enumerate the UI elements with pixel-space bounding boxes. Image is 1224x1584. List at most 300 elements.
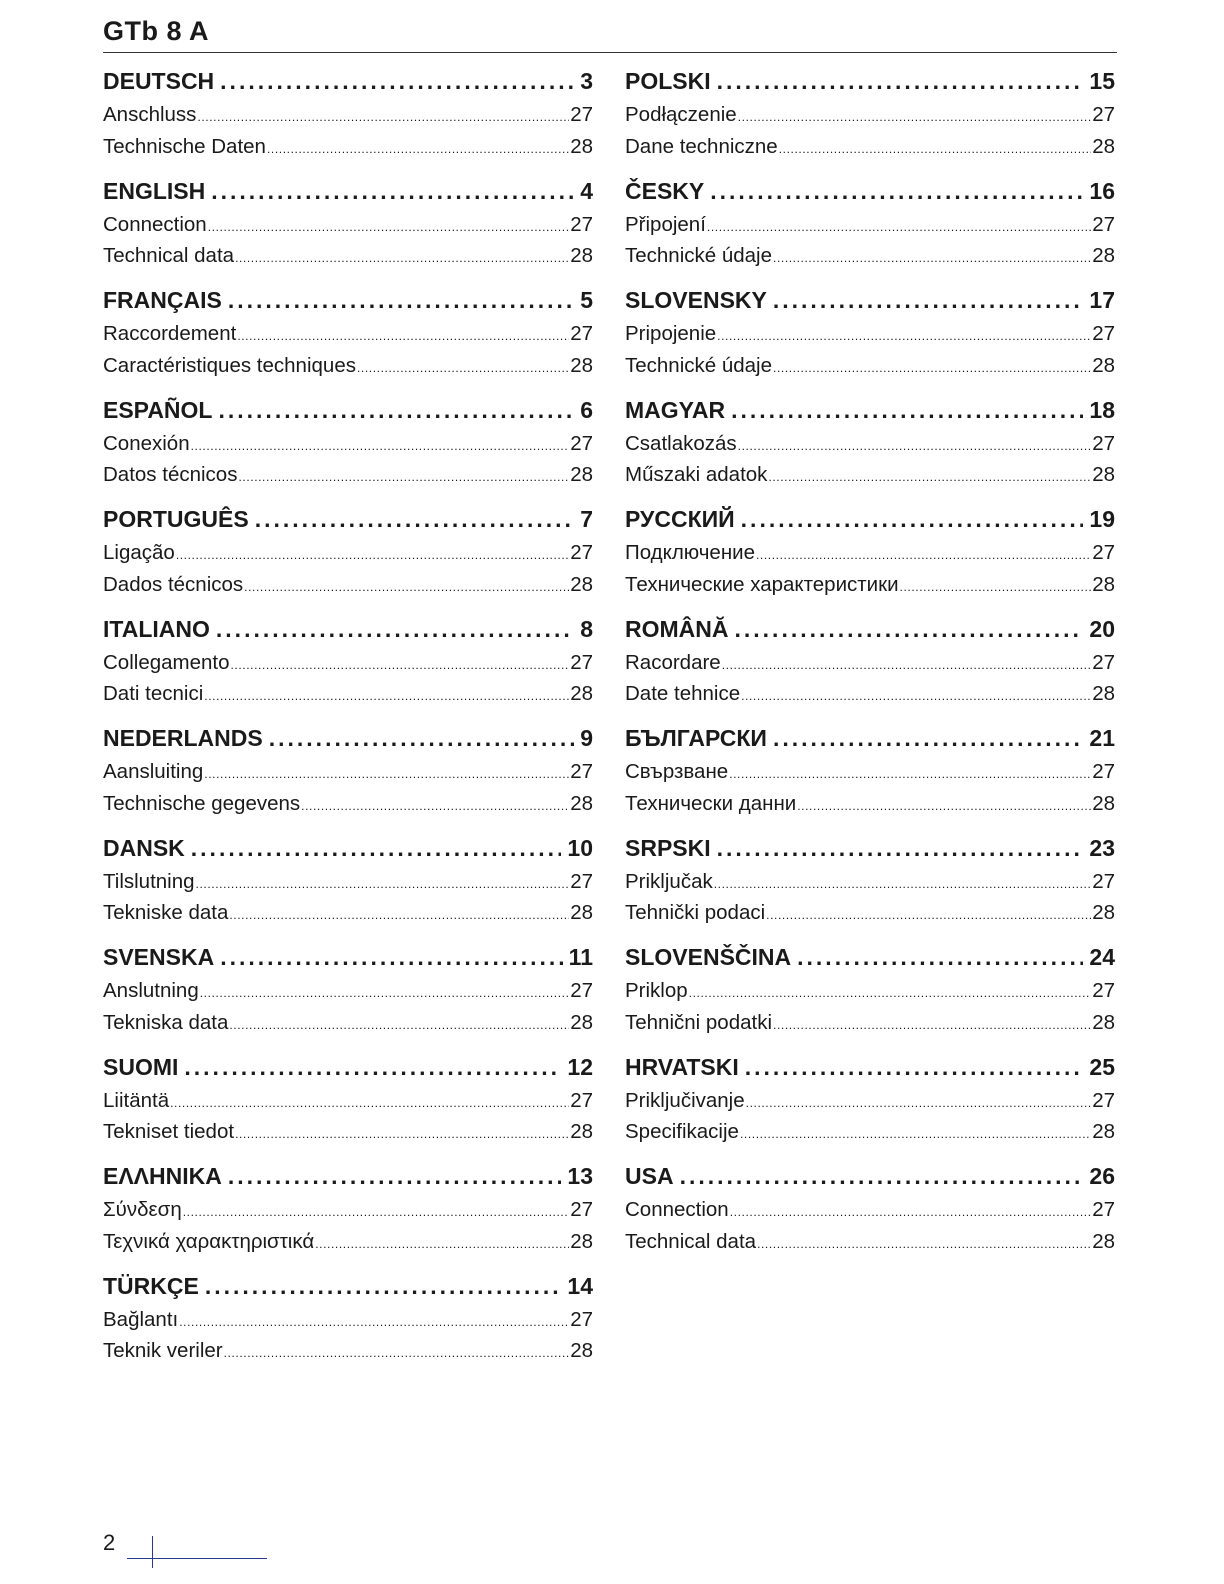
- toc-entry[interactable]: [103, 1198, 593, 1230]
- dot-leader: [745, 1054, 1084, 1081]
- toc-heading-label: DEUTSCH: [103, 68, 215, 94]
- dot-leader: [740, 1120, 1091, 1144]
- toc-entry-page-number: 28: [1092, 134, 1115, 158]
- toc-heading-label: MAGYAR: [625, 396, 726, 423]
- footer-rule: [127, 1558, 267, 1559]
- toc-entry[interactable]: [103, 322, 593, 354]
- toc-entry-page-number: 28: [1092, 244, 1115, 267]
- toc-entry[interactable]: [103, 1339, 593, 1371]
- toc-heading-label: ITALIANO: [103, 615, 210, 642]
- toc-section: [625, 944, 1115, 1054]
- toc-entry-page-number: 28: [1092, 353, 1115, 377]
- toc-entry-label: Caractéristiques techniques: [103, 353, 356, 377]
- dot-leader: [204, 682, 569, 706]
- toc-heading[interactable]: [103, 835, 593, 870]
- dot-leader: [229, 1011, 569, 1035]
- toc-entry-label: Tehnički podaci: [625, 901, 766, 924]
- toc-entry-label: Dados técnicos: [103, 572, 244, 596]
- dot-leader: [197, 103, 569, 127]
- toc-entry-page-number: 28: [570, 1229, 593, 1253]
- toc-heading-label: ROMÂNĂ: [625, 615, 729, 642]
- toc-heading-label: SLOVENSKY: [625, 287, 767, 313]
- toc-section: [103, 287, 593, 397]
- toc-entry[interactable]: [625, 870, 1115, 902]
- dot-leader: [773, 287, 1084, 314]
- dot-leader: [315, 1230, 569, 1254]
- dot-leader: [231, 651, 570, 675]
- dot-leader: [731, 397, 1083, 424]
- toc-heading-label: SVENSKA: [103, 944, 215, 970]
- toc-heading[interactable]: [103, 616, 593, 651]
- toc-entry-page-number: 28: [1092, 1120, 1115, 1143]
- toc-entry-label: Технически данни: [625, 791, 797, 815]
- dot-leader: [741, 506, 1084, 533]
- toc-entry[interactable]: [625, 135, 1115, 167]
- dot-leader: [741, 682, 1091, 706]
- toc-heading-page-number: 7: [580, 506, 593, 532]
- toc-heading[interactable]: [625, 616, 1115, 651]
- dot-leader: [220, 68, 574, 95]
- toc-heading-page-number: 5: [580, 287, 593, 313]
- toc-heading-page-number: 20: [1089, 615, 1115, 642]
- toc-entry-label: Technické údaje: [625, 244, 773, 267]
- toc-entry-page-number: 28: [570, 244, 593, 267]
- toc-section: [103, 835, 593, 945]
- dot-leader: [235, 1120, 569, 1144]
- toc-entry-page-number: 27: [1092, 541, 1115, 564]
- toc-heading-label: SLOVENŠČINA: [625, 944, 792, 970]
- dot-leader: [205, 1273, 562, 1300]
- dot-leader: [797, 944, 1083, 971]
- toc-entry-page-number: 28: [570, 1120, 593, 1143]
- toc-entry[interactable]: [625, 322, 1115, 354]
- toc-entry-label: Tekniske data: [103, 901, 229, 924]
- dot-leader: [729, 760, 1091, 784]
- dot-leader: [357, 354, 569, 378]
- dot-leader: [757, 1230, 1091, 1254]
- toc-entry-page-number: 28: [1092, 1229, 1115, 1253]
- dot-leader: [797, 792, 1091, 816]
- toc-entry[interactable]: [103, 463, 593, 495]
- dot-leader: [235, 244, 569, 268]
- toc-heading-page-number: 18: [1089, 396, 1115, 423]
- toc-section: [103, 68, 593, 178]
- toc-heading-label: USA: [625, 1163, 674, 1189]
- toc-heading-label: NEDERLANDS: [103, 725, 263, 751]
- dot-leader: [218, 397, 574, 424]
- toc-section: [625, 725, 1115, 835]
- dot-leader: [722, 651, 1091, 675]
- toc-heading[interactable]: [103, 397, 593, 432]
- toc-entry[interactable]: [103, 1308, 593, 1340]
- toc-heading[interactable]: [103, 1273, 593, 1308]
- toc-section: [103, 1273, 593, 1383]
- dot-leader: [766, 901, 1091, 925]
- toc-heading-page-number: 24: [1089, 944, 1115, 970]
- toc-section: [625, 835, 1115, 945]
- toc-entry[interactable]: [625, 682, 1115, 714]
- toc-entry-page-number: 27: [1092, 212, 1115, 236]
- toc-entry-page-number: 27: [1092, 431, 1115, 455]
- toc-entry[interactable]: [103, 354, 593, 386]
- toc-entry-label: Tilslutning: [103, 869, 195, 893]
- toc-entry-page-number: 27: [570, 979, 593, 1002]
- toc-heading-page-number: 6: [580, 396, 593, 423]
- toc-heading-page-number: 10: [567, 834, 593, 861]
- toc-entry[interactable]: [103, 135, 593, 167]
- toc-entry[interactable]: [103, 979, 593, 1011]
- toc-entry-page-number: 28: [1092, 572, 1115, 596]
- toc-heading-page-number: 11: [568, 944, 593, 970]
- toc-entry[interactable]: [103, 213, 593, 245]
- toc-entry-page-number: 27: [570, 322, 593, 345]
- dot-leader: [730, 1198, 1091, 1222]
- toc-entry[interactable]: [625, 1120, 1115, 1152]
- toc-heading[interactable]: [625, 506, 1115, 541]
- toc-heading-page-number: 26: [1089, 1163, 1115, 1189]
- toc-entry-label: Připojení: [625, 212, 706, 236]
- toc-entry[interactable]: [103, 103, 593, 135]
- toc-entry-label: Connection: [103, 212, 207, 236]
- toc-section: [103, 397, 593, 507]
- toc-entry-page-number: 28: [1092, 463, 1115, 486]
- toc-section: [103, 616, 593, 726]
- toc-heading[interactable]: [625, 178, 1115, 213]
- toc-entry-page-number: 28: [570, 791, 593, 815]
- toc-entry-label: Tekniska data: [103, 1010, 229, 1034]
- toc-entry[interactable]: [103, 1120, 593, 1152]
- toc-heading-page-number: 15: [1089, 68, 1115, 94]
- toc-section: [625, 1054, 1115, 1164]
- toc-entry-page-number: 28: [1092, 791, 1115, 815]
- toc-entry[interactable]: [103, 244, 593, 276]
- toc-entry-label: Tekniset tiedot: [103, 1120, 235, 1143]
- toc-heading-label: ČESKY: [625, 177, 705, 204]
- toc-entry-label: Raccordement: [103, 322, 237, 345]
- dot-leader: [204, 760, 569, 784]
- toc-section: [625, 287, 1115, 397]
- toc-heading-label: SRPSKI: [625, 834, 711, 861]
- toc-heading-page-number: 14: [567, 1272, 593, 1299]
- toc-entry-page-number: 28: [570, 463, 593, 486]
- toc-entry-page-number: 27: [570, 541, 593, 564]
- toc-entry-page-number: 28: [570, 682, 593, 705]
- dot-leader: [746, 1089, 1092, 1113]
- toc-entry-label: Teknik veriler: [103, 1339, 223, 1362]
- toc-heading-page-number: 21: [1089, 725, 1115, 751]
- toc-entry-page-number: 27: [1092, 1088, 1115, 1112]
- toc-entry[interactable]: [625, 1011, 1115, 1043]
- toc-heading[interactable]: [103, 506, 593, 541]
- toc-heading-label: ΕΛΛΗΝΙΚΑ: [103, 1163, 222, 1189]
- toc-entry[interactable]: [625, 979, 1115, 1011]
- toc-section: [103, 1163, 593, 1273]
- toc-heading-page-number: 16: [1089, 177, 1115, 204]
- toc-entry-page-number: 28: [570, 572, 593, 596]
- toc-heading[interactable]: [625, 1163, 1115, 1198]
- toc-section: [103, 725, 593, 835]
- toc-heading[interactable]: [625, 944, 1115, 979]
- toc-entry[interactable]: [103, 870, 593, 902]
- toc-entry-page-number: 28: [570, 1339, 593, 1362]
- toc-entry-label: Bağlantı: [103, 1307, 179, 1331]
- toc-heading-label: HRVATSKI: [625, 1053, 739, 1080]
- toc-entry-label: Dati tecnici: [103, 682, 204, 705]
- toc-entry-label: Podłączenie: [625, 103, 737, 126]
- toc-entry-page-number: 27: [570, 103, 593, 126]
- toc-heading-page-number: 3: [580, 68, 593, 94]
- dot-leader: [191, 835, 562, 862]
- dot-leader: [756, 541, 1091, 565]
- toc-entry[interactable]: [103, 1230, 593, 1262]
- dot-leader: [191, 432, 570, 456]
- toc-entry-label: Свързване: [625, 760, 729, 783]
- toc-entry-label: Τεχνικά χαρακτηριστικά: [103, 1229, 315, 1253]
- toc-entry[interactable]: [625, 354, 1115, 386]
- toc-left-column: [103, 68, 593, 1382]
- dot-leader: [220, 944, 562, 971]
- dot-leader: [216, 616, 574, 643]
- toc-entry-page-number: 27: [570, 431, 593, 455]
- toc-section: [625, 616, 1115, 726]
- toc-heading-label: ESPAÑOL: [103, 396, 213, 423]
- toc-entry-page-number: 27: [570, 1198, 593, 1221]
- toc-entry[interactable]: [625, 463, 1115, 495]
- dot-leader: [255, 506, 575, 533]
- toc-heading-label: ENGLISH: [103, 177, 206, 204]
- dot-leader: [680, 1163, 1084, 1190]
- title-rule: [103, 52, 1117, 53]
- dot-leader: [773, 244, 1091, 268]
- toc-entry[interactable]: [103, 573, 593, 605]
- toc-entry-label: Подключение: [625, 541, 755, 564]
- toc-heading-label: DANSK: [103, 834, 185, 861]
- toc-section: [625, 397, 1115, 507]
- toc-entry[interactable]: [103, 541, 593, 573]
- toc-entry-label: Tehnični podatki: [625, 1010, 773, 1034]
- toc-heading[interactable]: [103, 68, 593, 103]
- toc-section: [103, 178, 593, 288]
- dot-leader: [179, 1308, 569, 1332]
- toc-section: [625, 506, 1115, 616]
- toc-heading-page-number: 23: [1089, 834, 1115, 861]
- toc-entry-label: Csatlakozás: [625, 431, 737, 455]
- toc-entry[interactable]: [103, 1011, 593, 1043]
- dot-leader: [237, 322, 569, 346]
- toc-entry-label: Anschluss: [103, 103, 197, 126]
- dot-leader: [717, 322, 1091, 346]
- toc-entry-label: Date tehnice: [625, 682, 741, 705]
- dot-leader: [735, 616, 1084, 643]
- toc-entry[interactable]: [625, 1198, 1115, 1230]
- toc-entry-page-number: 27: [1092, 650, 1115, 674]
- toc-heading-page-number: 19: [1089, 506, 1115, 532]
- dot-leader: [228, 1163, 562, 1190]
- toc-heading[interactable]: [103, 1054, 593, 1089]
- toc-entry-label: Технические характеристики: [625, 572, 899, 596]
- toc-entry-page-number: 27: [570, 1088, 593, 1112]
- toc-entry-label: Technical data: [625, 1229, 757, 1253]
- toc-entry[interactable]: [625, 573, 1115, 605]
- toc-section: [103, 506, 593, 616]
- toc-entry-label: Pripojenie: [625, 322, 717, 345]
- toc-entry-label: Technische gegevens: [103, 791, 301, 815]
- toc-heading-label: TÜRKÇE: [103, 1272, 199, 1299]
- toc-entry[interactable]: [625, 244, 1115, 276]
- toc-entry[interactable]: [103, 1089, 593, 1121]
- toc-entry-label: Aansluiting: [103, 760, 204, 783]
- toc-entry[interactable]: [103, 901, 593, 933]
- toc-section: [625, 178, 1115, 288]
- dot-leader: [768, 463, 1091, 487]
- dot-leader: [238, 463, 569, 487]
- toc-heading-page-number: 8: [580, 615, 593, 642]
- dot-leader: [900, 573, 1092, 597]
- toc-entry[interactable]: [103, 682, 593, 714]
- toc-entry-page-number: 27: [570, 1307, 593, 1331]
- toc-heading[interactable]: [103, 725, 593, 760]
- toc-entry[interactable]: [625, 760, 1115, 792]
- dot-leader: [714, 870, 1091, 894]
- toc-entry[interactable]: [625, 541, 1115, 573]
- dot-leader: [200, 979, 569, 1003]
- toc-entry-page-number: 28: [570, 901, 593, 924]
- toc-entry-page-number: 28: [570, 1010, 593, 1034]
- toc-entry-page-number: 28: [1092, 682, 1115, 705]
- toc-entry[interactable]: [103, 651, 593, 683]
- toc-entry-page-number: 27: [1092, 322, 1115, 345]
- toc-entry[interactable]: [103, 792, 593, 824]
- toc-entry-label: Connection: [625, 1198, 729, 1221]
- toc-entry-label: Anslutning: [103, 979, 199, 1002]
- dot-leader: [176, 541, 569, 565]
- toc-heading[interactable]: [625, 835, 1115, 870]
- toc-section: [625, 68, 1115, 178]
- toc-entry[interactable]: [625, 792, 1115, 824]
- toc-entry-page-number: 27: [570, 869, 593, 893]
- dot-leader: [689, 979, 1092, 1003]
- toc-heading-label: POLSKI: [625, 68, 711, 94]
- toc-entry-label: Conexión: [103, 431, 190, 455]
- dot-leader: [183, 1198, 569, 1222]
- dot-leader: [196, 870, 570, 894]
- toc-entry-page-number: 28: [1092, 901, 1115, 924]
- toc-entry[interactable]: [103, 432, 593, 464]
- page-number: 2: [103, 1530, 116, 1555]
- toc-entry[interactable]: [625, 432, 1115, 464]
- toc-heading[interactable]: [625, 287, 1115, 322]
- dot-leader: [267, 135, 569, 159]
- dot-leader: [779, 135, 1091, 159]
- toc-heading-label: FRANÇAIS: [103, 287, 222, 313]
- dot-leader: [244, 573, 569, 597]
- dot-leader: [710, 178, 1083, 205]
- toc-heading-page-number: 4: [580, 177, 593, 204]
- toc-section: [103, 1054, 593, 1164]
- toc-entry-label: Collegamento: [103, 650, 230, 674]
- toc-entry-page-number: 27: [1092, 103, 1115, 126]
- toc-heading-label: БЪЛГАРСКИ: [625, 725, 767, 751]
- dot-leader: [211, 178, 574, 205]
- dot-leader: [170, 1089, 569, 1113]
- toc-entry-label: Műszaki adatok: [625, 463, 768, 486]
- toc-entry[interactable]: [103, 760, 593, 792]
- toc-entry-label: Priključak: [625, 869, 713, 893]
- toc-entry-label: Technische Daten: [103, 134, 266, 158]
- toc-entry-label: Σύνδεση: [103, 1198, 182, 1221]
- toc-heading-page-number: 17: [1089, 287, 1115, 313]
- toc-entry-page-number: 27: [570, 760, 593, 783]
- toc-entry[interactable]: [625, 901, 1115, 933]
- toc-entry-label: Racordare: [625, 650, 721, 674]
- toc-entry-label: Dane techniczne: [625, 134, 778, 158]
- toc-entry-label: Ligação: [103, 541, 175, 564]
- toc-heading-page-number: 12: [567, 1053, 593, 1080]
- toc-entry-page-number: 28: [1092, 1010, 1115, 1034]
- toc-entry[interactable]: [625, 1230, 1115, 1262]
- toc-heading-page-number: 25: [1089, 1053, 1115, 1080]
- dot-leader: [773, 725, 1083, 752]
- dot-leader: [301, 792, 569, 816]
- document-title: GTb 8 A: [103, 16, 210, 46]
- dot-leader: [184, 1054, 561, 1081]
- dot-leader: [229, 901, 569, 925]
- toc-entry-label: Datos técnicos: [103, 463, 238, 486]
- footer-tick-mark: [152, 1536, 153, 1568]
- toc-heading[interactable]: [625, 725, 1115, 760]
- toc-entry[interactable]: [625, 651, 1115, 683]
- toc-heading[interactable]: [103, 287, 593, 322]
- toc-heading[interactable]: [103, 1163, 593, 1198]
- toc-entry-page-number: 28: [570, 134, 593, 158]
- toc-entry-label: Priklop: [625, 979, 688, 1002]
- toc-heading[interactable]: [103, 178, 593, 213]
- toc-entry-page-number: 27: [570, 212, 593, 236]
- dot-leader: [717, 835, 1084, 862]
- dot-leader: [738, 103, 1091, 127]
- toc-entry-page-number: 27: [1092, 869, 1115, 893]
- toc-heading-page-number: 13: [567, 1163, 593, 1189]
- toc-section: [625, 1163, 1115, 1273]
- dot-leader: [773, 354, 1091, 378]
- toc-heading-page-number: 9: [580, 725, 593, 751]
- dot-leader: [717, 68, 1084, 95]
- dot-leader: [228, 287, 574, 314]
- toc-entry-page-number: 27: [1092, 1198, 1115, 1221]
- toc-entry-page-number: 27: [1092, 979, 1115, 1002]
- toc-entry-label: Priključivanje: [625, 1088, 745, 1112]
- toc-entry-page-number: 27: [570, 650, 593, 674]
- toc-entry-label: Technical data: [103, 244, 235, 267]
- toc-entry-label: Technické údaje: [625, 353, 773, 377]
- toc-heading-label: PORTUGUÊS: [103, 506, 249, 532]
- toc-heading[interactable]: [625, 68, 1115, 103]
- toc-entry[interactable]: [625, 213, 1115, 245]
- toc-entry-page-number: 28: [570, 353, 593, 377]
- toc-heading[interactable]: [625, 397, 1115, 432]
- dot-leader: [224, 1339, 570, 1363]
- dot-leader: [773, 1011, 1091, 1035]
- toc-heading[interactable]: [625, 1054, 1115, 1089]
- toc-entry-page-number: 27: [1092, 760, 1115, 783]
- toc-entry[interactable]: [625, 1089, 1115, 1121]
- dot-leader: [707, 213, 1091, 237]
- toc-heading[interactable]: [103, 944, 593, 979]
- toc-entry[interactable]: [625, 103, 1115, 135]
- toc-entry-label: Specifikacije: [625, 1120, 739, 1143]
- toc-heading-label: SUOMI: [103, 1053, 179, 1080]
- toc-entry-label: Liitäntä: [103, 1088, 170, 1112]
